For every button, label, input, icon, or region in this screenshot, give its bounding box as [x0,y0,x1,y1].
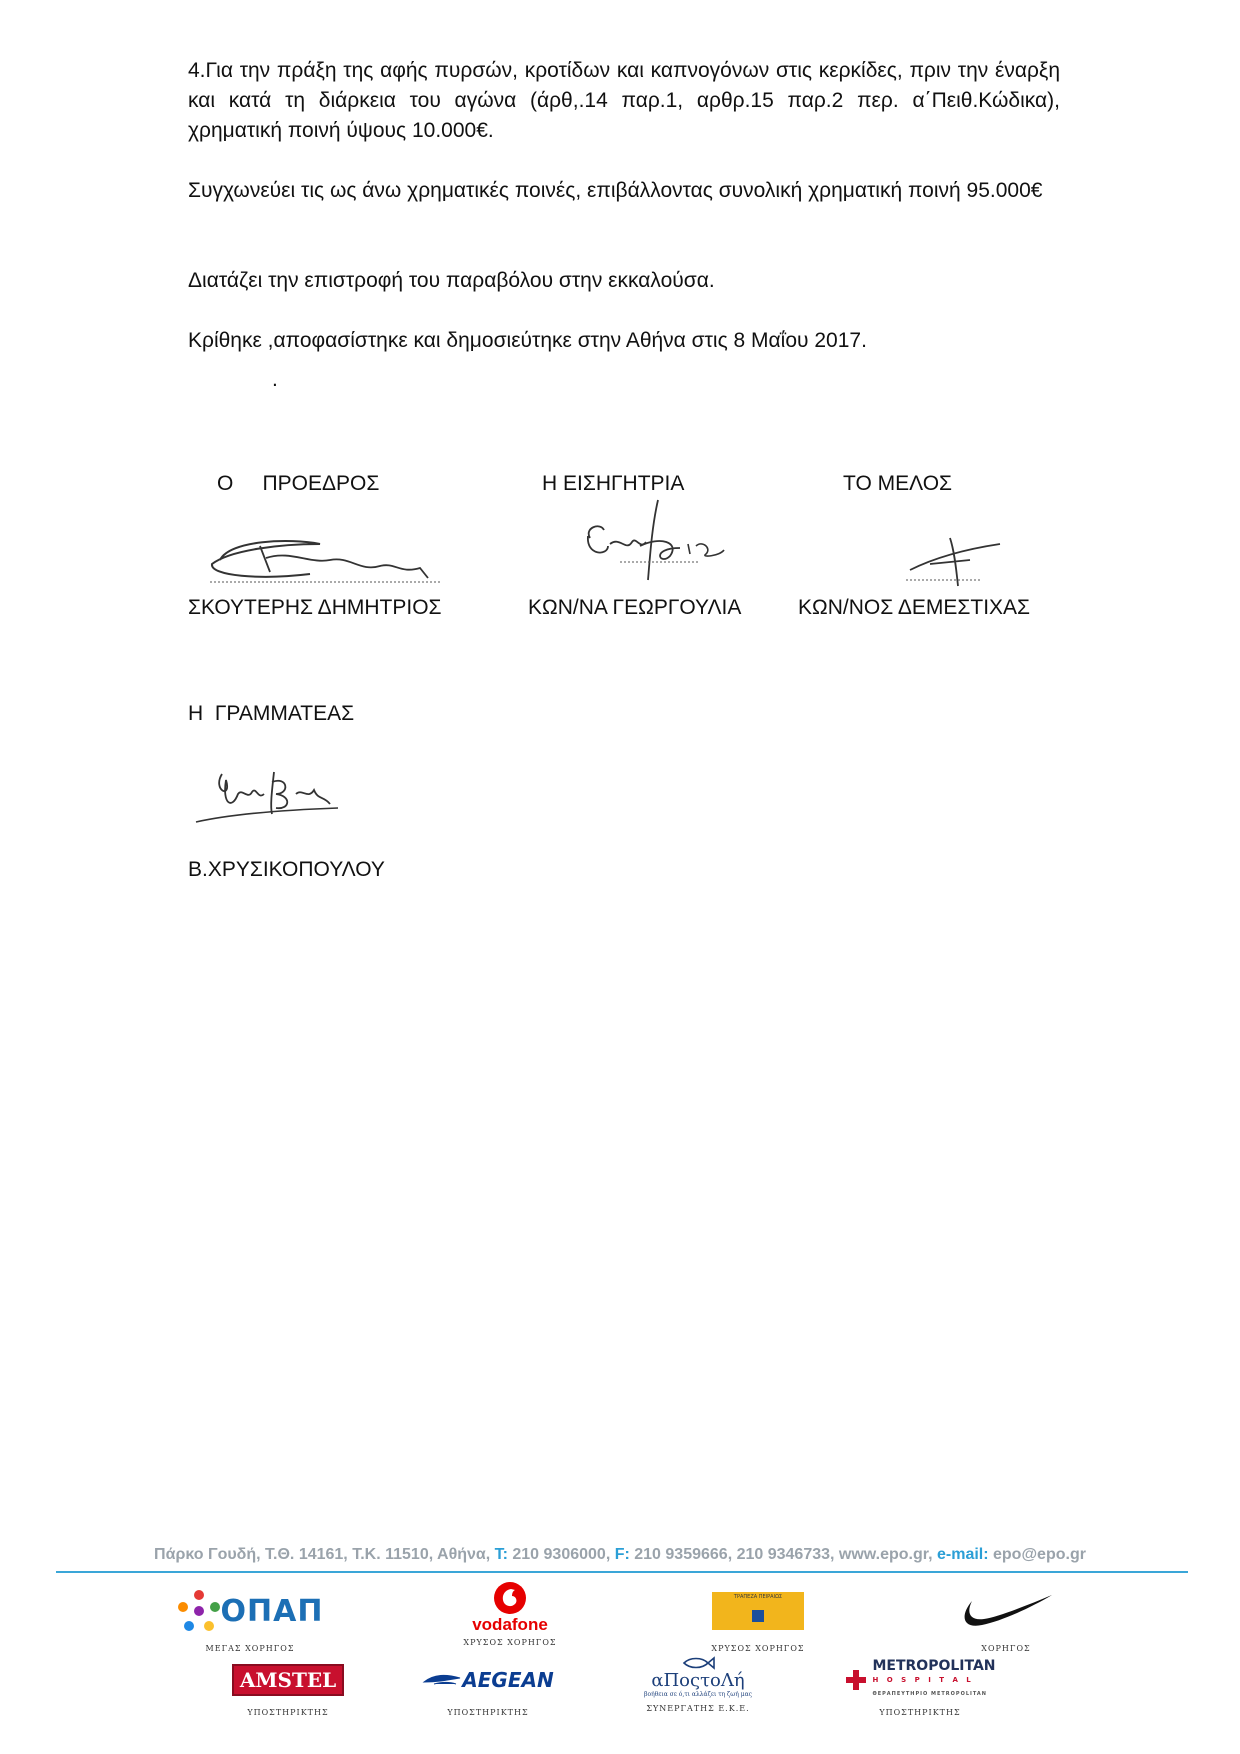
paragraph-merge-penalties: Συγχωνεύει τις ως άνω χρηματικές ποινές, επιβάλλοντας συνολική χρηματική ποινή 95.000€ [188,179,1043,202]
apostoli-fish-icon [680,1656,716,1670]
footer-email-label: e-mail: [936,1546,989,1563]
footer-tel: 210 9306000, [507,1546,615,1563]
rapporteur-title: Η ΕΙΣΗΓΗΤΡΙΑ [542,472,685,495]
vodafone-speechmark-icon [493,1581,527,1615]
sponsor-caption: ΧΟΡΗΓΟΣ [981,1644,1031,1653]
footer-address: Πάρκο Γουδή, Τ.Θ. 14161, Τ.Κ. 11510, Αθήνα, [154,1546,495,1563]
member-title: ΤΟ ΜΕΛΟΣ [843,472,953,495]
sponsor-caption: ΧΡΥΣΟΣ ΧΟΡΗΓΟΣ [463,1638,557,1647]
president-title: Ο ΠΡΟΕΔΡΟΣ [217,472,380,495]
footer-fax-label: F: [614,1546,630,1563]
footer-tel-label: T: [494,1546,508,1563]
footer-fax: 210 9359666, 210 9346733, www.epo.gr, [629,1546,937,1563]
sponsor-caption: ΥΠΟΣΤΗΡΙΚΤΗΣ [247,1708,329,1717]
secretary-title: Η ΓΡΑΜΜΑΤΕΑΣ [188,702,355,725]
amstel-logo-icon: AMSTEL [232,1664,344,1696]
metropolitan-logo-text: METROPOLITAN [872,1658,996,1674]
paragraph-decision-date: Κρίθηκε ,αποφασίστηκε και δημοσιεύτηκε στην Αθήνα στις 8 Μαΐου 2017. [188,329,867,352]
apostoli-logo-text: αΠοςτοΛή [651,1670,745,1691]
sponsor-caption: ΜΕΓΑΣ ΧΟΡΗΓΟΣ [205,1644,295,1653]
president-name: ΣΚΟΥΤΕΡΗΣ ΔΗΜΗΤΡΙΟΣ [188,596,442,619]
piraeus-bank-icon [712,1592,804,1630]
sponsor-metropolitan [820,1656,1020,1717]
metropolitan-sub: H O S P I T A L [872,1676,974,1684]
sponsor-caption: ΥΠΟΣΤΗΡΙΚΤΗΣ [447,1708,529,1717]
paragraph-return-fee: Διατάζει την επιστροφή του παραβόλου στην εκκαλούσα. [188,269,715,292]
sponsor-caption: ΥΠΟΣΤΗΡΙΚΤΗΣ [879,1708,961,1717]
sponsor-amstel [188,1656,388,1717]
secretary-signature [192,760,342,830]
sponsor-opap [150,1582,350,1653]
aegean-logo-text: AEGEAN [462,1668,554,1692]
rapporteur-signature [580,496,730,586]
apostoli-tagline: βοήθεια σε ό,τι αλλάζει τη ζωή μας [643,1691,753,1698]
sponsor-piraeus-bank [658,1582,858,1653]
sponsor-vodafone [410,1576,610,1647]
member-signature [900,530,1010,590]
sponsor-apostoli [598,1650,798,1713]
rapporteur-name: ΚΩΝ/ΝΑ ΓΕΩΡΓΟΥΛΙΑ [528,596,742,619]
sponsor-caption: ΧΡΥΣΟΣ ΧΟΡΗΓΟΣ [711,1644,805,1653]
paragraph-penalty-4: 4.Για την πράξη της αφής πυρσών, κροτίδων και καπνογόνων στις κερκίδες, πριν την έναρξη και κατά τη διάρκεια του αγώνα (άρθ,.14 παρ.1, αρθρ.15 παρ.2 περ. α΄Πειθ.Κώδικα), χρηματική ποινή ύψους 10.000€. [188,59,1060,142]
footer-divider [56,1571,1188,1573]
metropolitan-sub2: ΘΕΡΑΠΕΥΤΗΡΙΟ METROPOLITAN [872,1691,987,1697]
nike-swoosh-icon [958,1591,1054,1631]
sponsor-caption: ΣΥΝΕΡΓΑΤΗΣ Ε.Κ.Ε. [646,1704,750,1713]
footer-contact [0,1546,1240,1564]
aegean-bird-icon [422,1670,462,1690]
sponsor-nike [906,1582,1106,1653]
opap-star-icon [177,1589,221,1633]
piraeus-logo-text: ΤΡΑΠΕΖΑ ΠΕΙΡΑΙΩΣ [733,1594,783,1600]
opap-logo-text: ΟΠΑΠ [220,1593,324,1629]
sponsor-aegean [388,1656,588,1717]
secretary-name: Β.ΧΡΥΣΙΚΟΠΟΥΛΟΥ [188,858,385,881]
vodafone-logo-text: vodafone [472,1615,548,1634]
president-signature [200,520,450,590]
stray-dot: . [272,368,278,391]
footer-email: epo@epo.gr [988,1546,1086,1563]
member-name: ΚΩΝ/ΝΟΣ ΔΕΜΕΣΤΙΧΑΣ [798,596,1031,619]
metropolitan-cross-icon [844,1668,868,1692]
